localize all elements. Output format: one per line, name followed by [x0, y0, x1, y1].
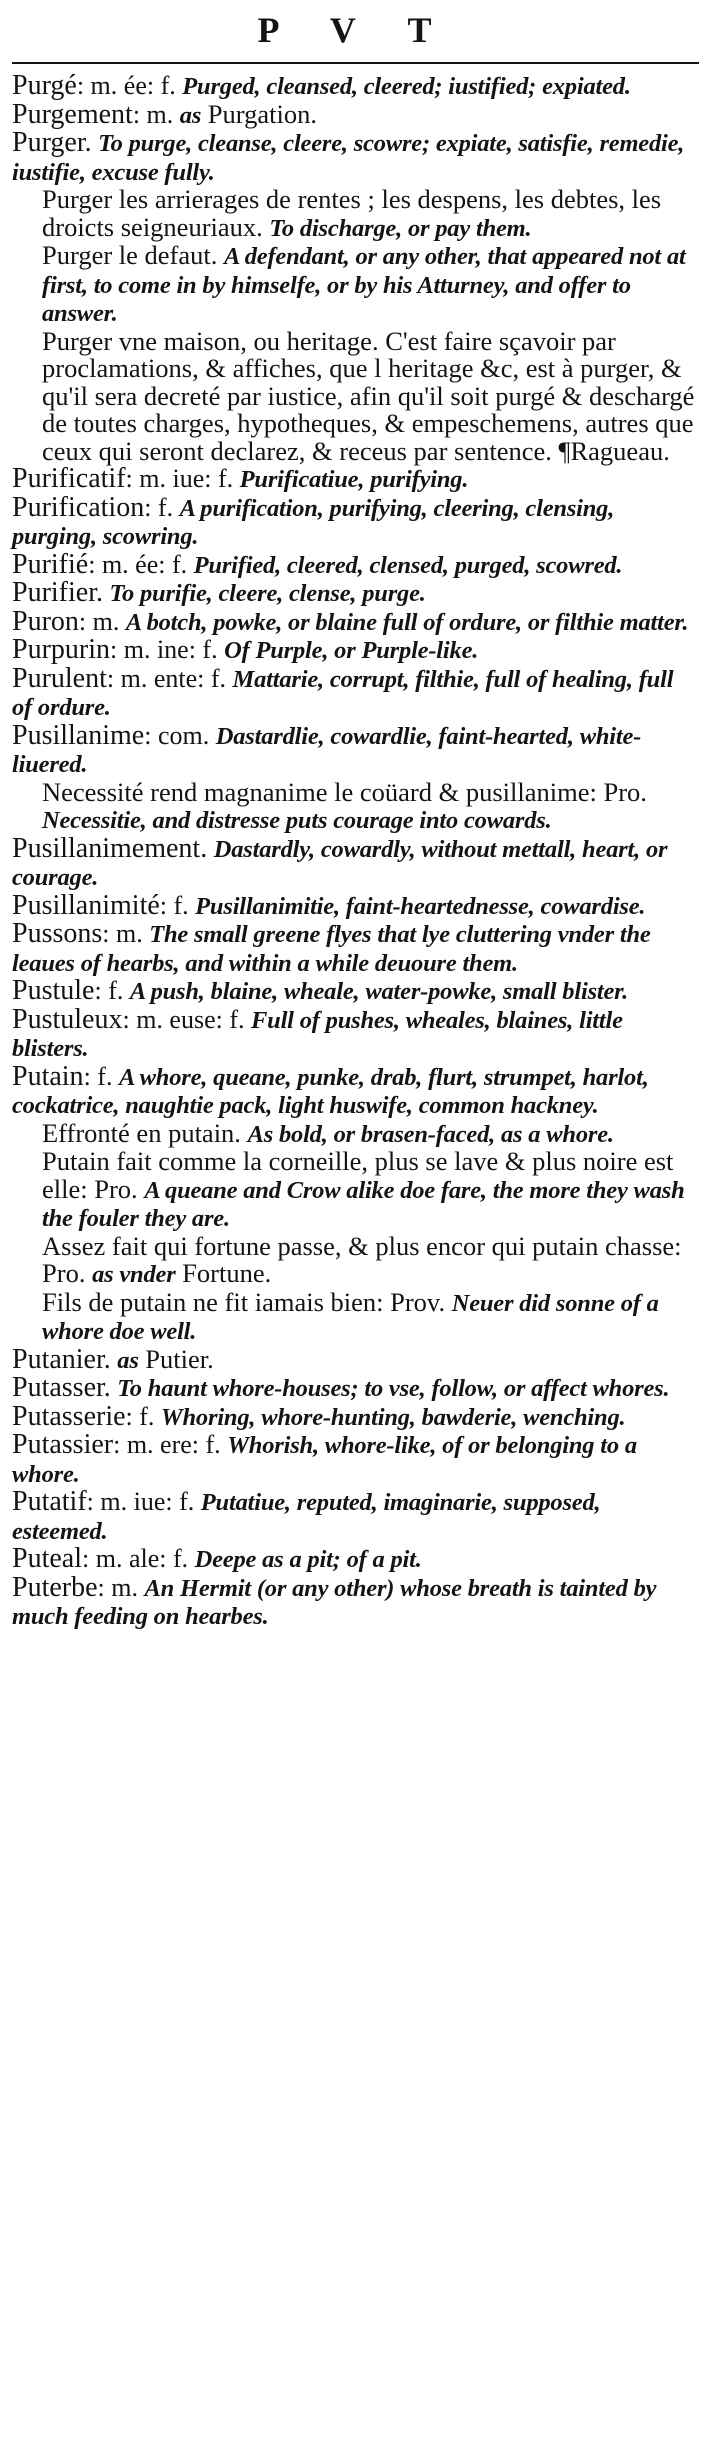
- headword: Pustuleux: [12, 1003, 123, 1035]
- headword: Puterbe: [12, 1571, 98, 1603]
- definition: An Hermit (or any other) whose breath is tainted by much feeding on hearbes.: [12, 1574, 657, 1630]
- dictionary-entry: [12, 1343, 699, 1375]
- dictionary-entry: [12, 1488, 699, 1545]
- headword: Puteal: [12, 1543, 82, 1574]
- grammar-note: : m. iue: f.: [125, 464, 240, 493]
- headword: Purification: [12, 491, 145, 523]
- definition: A defendant, or any other, that appeared not at first, to come in by himselfe, or by his Atturney, and offer to answer.: [42, 243, 686, 327]
- dictionary-entry: [12, 636, 699, 665]
- headword: Putain: [12, 1060, 84, 1092]
- dictionary-entry: [12, 1431, 699, 1488]
- definition: Dastardlie, cowardlie, faint-hearted, white-liuered.: [12, 722, 642, 778]
- dictionary-entry: [12, 832, 699, 892]
- cross-reference: Purgation.: [201, 98, 317, 129]
- header-rule: [12, 62, 699, 64]
- headword: Purgement: [12, 98, 133, 130]
- cross-reference: Fortune.: [175, 1258, 272, 1288]
- dictionary-entry: [12, 1060, 699, 1120]
- headword: Purger.: [12, 127, 92, 158]
- sub-entry-text: Purger vne maison, ou heritage. C'est faire sçavoir par proclamations, & affiches, que l heritage &c, est à purger, & qu'il sera decreté par iustice, afin qu'il soit purgé & deschargé de toutes charges, hypotheques, & empeschemens, autres que ceux qui seront declarez, & receus par sentence. ¶Ragueau.: [42, 325, 695, 466]
- definition: Dastardly, cowardly, without mettall, heart, or courage.: [12, 835, 668, 891]
- headword: Purifier.: [12, 577, 103, 608]
- grammar-note: : f.: [94, 976, 130, 1005]
- definition: as vnder: [92, 1261, 176, 1288]
- grammar-note: : m. ée: f.: [76, 71, 183, 100]
- grammar-note: : m.: [78, 606, 126, 636]
- sub-entry: [12, 1148, 699, 1233]
- definition: To purge, cleanse, cleere, scowre; expiate, satisfie, remedie, iustifie, excuse fully.: [12, 130, 685, 186]
- definition: Whorish, whore-like, of or belonging to a whore.: [12, 1432, 637, 1488]
- definition: Putatiue, reputed, imaginarie, supposed, esteemed.: [12, 1489, 601, 1545]
- definition: as: [179, 101, 202, 129]
- definition: Deepe as a pit; of a pit.: [194, 1546, 422, 1573]
- sub-entry-text: Necessité rend magnanime le coüard & pusillanime: Pro.: [42, 776, 647, 807]
- grammar-note: : f.: [144, 492, 180, 522]
- running-head: P V T: [257, 10, 454, 50]
- grammar-note: : m. ere: f.: [113, 1430, 228, 1459]
- dictionary-entry: [12, 1003, 699, 1063]
- definition: As bold, or brasen-faced, as a whore.: [247, 1120, 614, 1148]
- dictionary-entry: [12, 1374, 699, 1403]
- headword: Puron: [12, 605, 79, 637]
- headword: Purulent: [12, 662, 107, 694]
- definition: The small greene flyes that lye cluttering vnder the leaues of hearbs, and within a while deuoure them.: [12, 921, 651, 977]
- grammar-note: : m.: [132, 99, 180, 129]
- grammar-note: : m. ine: f.: [110, 635, 225, 664]
- grammar-note: : m. ente: f.: [106, 663, 233, 693]
- definition: To discharge, or pay them.: [269, 214, 532, 242]
- sub-entry: [12, 1286, 699, 1346]
- headword: Putanier.: [12, 1343, 111, 1375]
- dictionary-entry: [12, 72, 699, 101]
- headword: Pusillanimité: [12, 889, 160, 921]
- dictionary-entry: [12, 579, 699, 608]
- headword: Pusillanime: [12, 719, 145, 751]
- headword: Putasserie: [12, 1400, 126, 1432]
- sub-entry: [12, 186, 699, 242]
- sub-entry-text: Fils de putain ne fit iamais bien: Prov.: [42, 1286, 452, 1317]
- grammar-note: : m. euse: f.: [122, 1004, 251, 1034]
- definition: Purificatiue, purifying.: [239, 466, 469, 493]
- headword: Purifié: [12, 548, 89, 580]
- dictionary-entry: [12, 548, 699, 580]
- definition: Whoring, whore-hunting, bawderie, wenching.: [160, 1403, 626, 1431]
- sub-entry-text: Effronté en putain.: [42, 1117, 248, 1148]
- definition: To purifie, cleere, clense, purge.: [109, 580, 426, 607]
- headword: Pussons: [12, 918, 103, 949]
- definition: To haunt whore-houses; to vse, follow, or affect whores.: [117, 1375, 670, 1402]
- grammar-note: : m. iue: f.: [86, 1487, 201, 1516]
- headword: Purgé: [12, 70, 77, 101]
- sub-entry: [12, 1230, 699, 1289]
- grammar-note: : f.: [125, 1401, 161, 1431]
- dictionary-entry: [12, 719, 699, 779]
- dictionary-entry: [12, 662, 699, 722]
- definition: Full of pushes, wheales, blaines, little blisters.: [12, 1006, 623, 1062]
- definition: A push, blaine, wheale, water-powke, small blister.: [129, 978, 629, 1005]
- dictionary-entry: [12, 977, 699, 1006]
- dictionary-entry: [12, 129, 699, 186]
- dictionary-entry: [12, 491, 699, 551]
- headword: Purificatif: [12, 463, 126, 494]
- dictionary-entry: [12, 920, 699, 977]
- dictionary-entry: [12, 1400, 699, 1432]
- definition: A botch, powke, or blaine full of ordure, or filthie matter.: [125, 608, 689, 636]
- headword: Purpurin: [12, 634, 110, 665]
- headword: Putassier: [12, 1429, 114, 1460]
- grammar-note: : f.: [159, 890, 196, 920]
- headword: Putasser.: [12, 1372, 111, 1403]
- headword: Pustule: [12, 975, 95, 1006]
- dictionary-entry: [12, 465, 699, 494]
- definition: Mattarie, corrupt, filthie, full of healing, full of ordure.: [12, 665, 674, 721]
- dictionary-entry: [12, 605, 699, 637]
- sub-entry-text: Purger les arrierages de rentes ; les despens, les debtes, les droicts seigneuriaux.: [42, 184, 662, 242]
- definition: A whore, queane, punke, drab, flurt, strumpet, harlot, cockatrice, naughtie pack, light huswife, common hackney.: [12, 1063, 649, 1119]
- headword: Pusillanimement.: [12, 832, 208, 864]
- definition: Purified, cleered, clensed, purged, scowred.: [193, 551, 623, 579]
- definition: Of Purple, or Purple-like.: [224, 637, 479, 664]
- definition: Neuer did sonne of a whore doe well.: [42, 1289, 659, 1345]
- headword: Putatif: [12, 1486, 87, 1517]
- definition: Purged, cleansed, cleered; iustified; expiated.: [182, 73, 631, 100]
- sub-entry: [12, 325, 699, 466]
- sub-entry-text: Purger le defaut.: [42, 240, 225, 270]
- grammar-note: : f.: [83, 1061, 119, 1091]
- grammar-note: : m.: [97, 1572, 145, 1602]
- grammar-note: : com.: [144, 720, 216, 750]
- grammar-note: : m. ée: f.: [88, 549, 194, 579]
- definition: A queane and Crow alike doe fare, the more they wash the fouler they are.: [42, 1176, 685, 1232]
- sub-entry-text: Assez fait qui fortune passe, & plus encor qui putain chasse: Pro.: [42, 1230, 682, 1288]
- definition: as: [117, 1346, 139, 1374]
- definition: Pusillanimitie, faint-heartednesse, cowardise.: [195, 892, 646, 920]
- definition: A purification, purifying, cleering, clensing, purging, scowring.: [12, 494, 615, 550]
- grammar-note: : m. ale: f.: [82, 1544, 195, 1573]
- entry-list: [12, 72, 699, 1631]
- dictionary-entry: [12, 1571, 699, 1631]
- sub-entry: [12, 1117, 699, 1149]
- dictionary-entry: [12, 98, 699, 130]
- grammar-note: : m.: [102, 919, 150, 948]
- definition: Necessitie, and distresse puts courage into cowards.: [42, 807, 552, 834]
- sub-entry: [12, 242, 699, 328]
- sub-entry: [12, 776, 699, 835]
- dictionary-entry: [12, 1545, 699, 1574]
- sub-entry-text: Putain fait comme la corneille, plus se lave & plus noire est elle: Pro.: [42, 1146, 674, 1204]
- dictionary-entry: [12, 889, 699, 921]
- cross-reference: Putier.: [138, 1343, 214, 1374]
